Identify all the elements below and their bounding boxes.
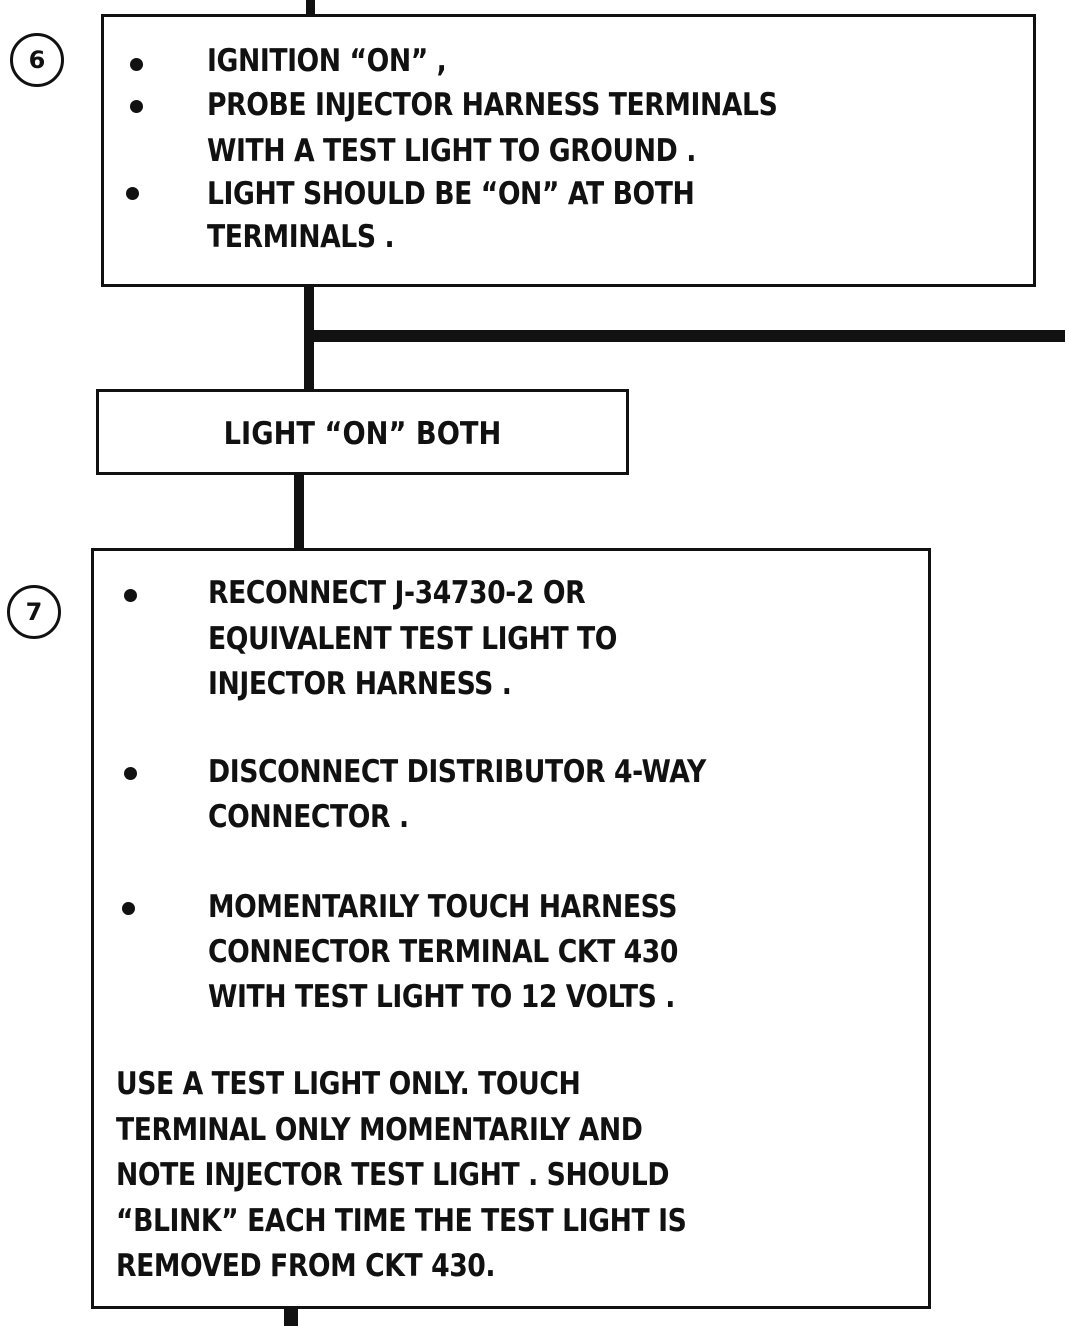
step-6-bullet-1-line-1: IGNITION “ON” , — [207, 43, 447, 79]
step-7-bullet-3-line-2: CONNECTOR TERMINAL CKT 430 — [208, 934, 679, 970]
flow-line-result-down — [294, 472, 304, 552]
step-7-box — [91, 548, 931, 1309]
step-7-number: 7 — [25, 598, 43, 626]
step-7-note-line-3: NOTE INJECTOR TEST LIGHT . SHOULD — [116, 1157, 670, 1193]
step-6-bullet-3-line-1: LIGHT SHOULD BE “ON” AT BOTH — [207, 176, 695, 212]
step-6-number-badge — [10, 33, 64, 87]
step-7-bullet-2-line-1: DISCONNECT DISTRIBUTOR 4-WAY — [208, 754, 706, 790]
step-7-note-line-2: TERMINAL ONLY MOMENTARILY AND — [116, 1112, 643, 1148]
bullet-icon — [130, 100, 143, 113]
bullet-icon — [122, 902, 135, 915]
step-7-note-line-1: USE A TEST LIGHT ONLY. TOUCH — [116, 1066, 581, 1102]
step-7-number-badge — [7, 585, 61, 639]
result-label: LIGHT “ON” BOTH — [223, 416, 502, 452]
step-7-bullet-1-line-2: EQUIVALENT TEST LIGHT TO — [208, 621, 618, 657]
flow-line-bottom — [284, 1306, 298, 1326]
step-7-bullet-1-line-3: INJECTOR HARNESS . — [208, 666, 512, 702]
step-7-bullet-3-line-3: WITH TEST LIGHT TO 12 VOLTS . — [208, 979, 675, 1015]
step-7-note-line-5: REMOVED FROM CKT 430. — [116, 1248, 496, 1284]
bullet-icon — [130, 58, 143, 71]
step-7-bullet-2-line-2: CONNECTOR . — [208, 799, 409, 835]
step-7-bullet-3-line-1: MOMENTARILY TOUCH HARNESS — [208, 889, 677, 925]
step-6-bullet-2-line-1: PROBE INJECTOR HARNESS TERMINALS — [207, 87, 778, 123]
step-6-number: 6 — [28, 46, 46, 74]
bullet-icon — [124, 767, 137, 780]
bullet-icon — [124, 589, 137, 602]
bullet-icon — [126, 187, 139, 200]
step-7-bullet-1-line-1: RECONNECT J-34730-2 OR — [208, 575, 586, 611]
flow-branch-right — [310, 330, 1065, 342]
step-6-bullet-2-line-2: WITH A TEST LIGHT TO GROUND . — [207, 133, 696, 169]
step-6-box — [101, 14, 1036, 287]
step-6-bullet-3-line-2: TERMINALS . — [207, 219, 395, 255]
result-light-on-both-box — [96, 389, 629, 475]
step-7-note-line-4: “BLINK” EACH TIME THE TEST LIGHT IS — [116, 1203, 687, 1239]
